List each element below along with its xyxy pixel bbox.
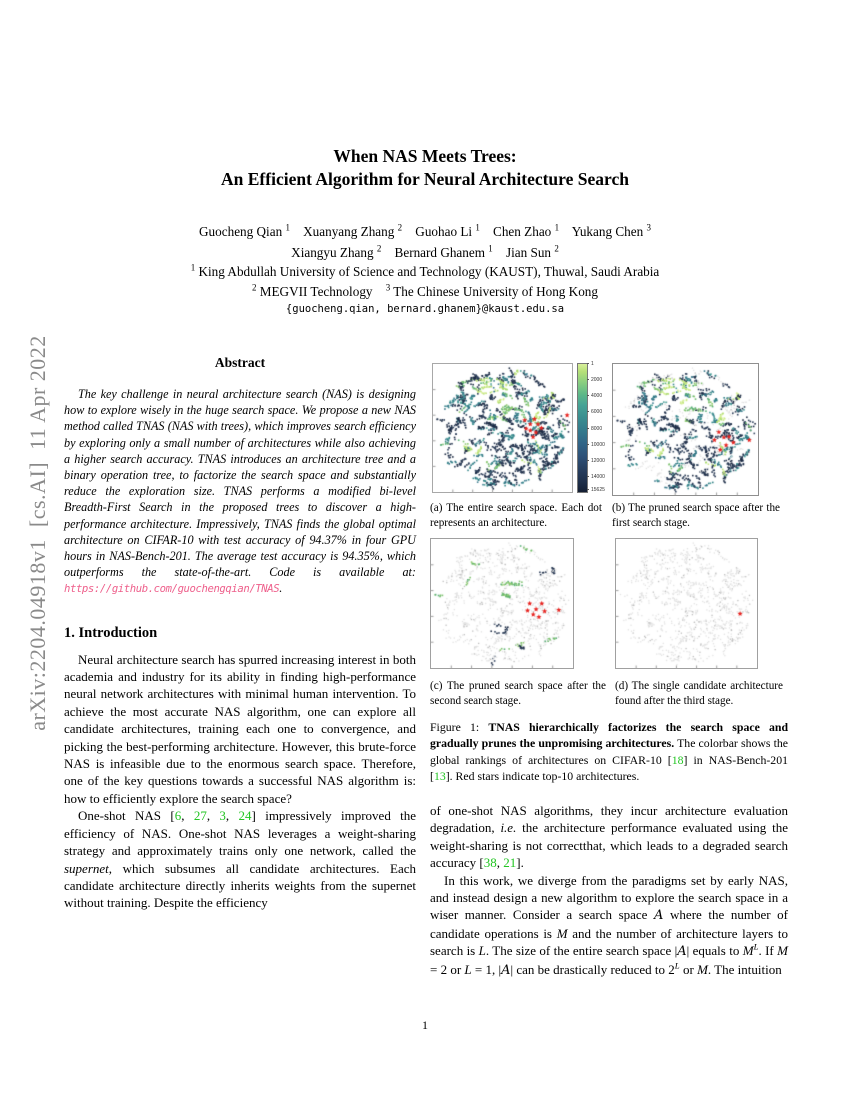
- section-heading-introduction: 1. Introduction: [64, 624, 158, 641]
- intro-paragraph-2: One-shot NAS [6, 27, 3, 24] impressively improved the efficiency of NAS. One-shot NAS leverages a weight-sharing strategy and approximately trains only one network, called the supernet, which subsumes all candidate architectures. Each candidate architecture directly inherits weights from the supernet without training. Despite the efficiency: [64, 808, 417, 911]
- subcaption-b: (b) The pruned search space after the first search stage.: [612, 502, 780, 529]
- colorbar-tick-label: 6000: [591, 409, 603, 416]
- colorbar-tick-label: 14000: [591, 473, 605, 480]
- affiliation-line-1: $^1$ King Abdullah University of Science and Technology (KAUST), Thuwal, Saudi Arabia: [190, 262, 660, 279]
- title-line-2: An Efficient Algorithm for Neural Architecture Search: [221, 169, 629, 189]
- code-link[interactable]: https://github.com/guochengqian/TNAS: [64, 583, 280, 596]
- authors-line-2: Xiangyu Zhang $^2$ Bernard Ghanem $^1$ Jian Sun $^2$: [291, 243, 559, 260]
- abstract-heading: Abstract: [214, 355, 266, 370]
- intro-paragraph-1: Neural architecture search has spurred increasing interest in both academia and industry for its ability in finding high-performance neural network architectures with minimal human intervention. To achieve the most accurate NAS algorithm, one can explore all candidate architectures, training each one to convergence, and picking the best-performing architecture. However, this brute-force NAS is infeasible due to the enormous search space. Therefore, one of the key questions towards a successful NAS algorithm is: how to efficiently explore the search space?: [64, 651, 416, 806]
- authors-block: [75, 221, 775, 263]
- subcaption-a: (a) The entire search space. Each dot represents an architecture.: [430, 502, 602, 529]
- subcaption-c: (c) The pruned search space after the second search stage.: [430, 680, 606, 707]
- page-number: 1: [422, 1018, 428, 1032]
- title-line-1: When NAS Meets Trees:: [333, 146, 517, 166]
- left-column: [64, 355, 416, 912]
- colorbar-tick-label: 4000: [591, 393, 603, 400]
- figure-1: [430, 360, 788, 802]
- subcaption-d: (d) The single candidate architecture found after the third stage.: [615, 680, 783, 707]
- authors-line-1: Guocheng Qian $^1$ Xuanyang Zhang $^2$ Guohao Li $^1$ Chen Zhao $^1$ Yukang Chen $^3$: [199, 222, 651, 239]
- tsne-plot-b: [612, 363, 759, 496]
- tsne-plot-a: [432, 363, 573, 493]
- affiliations-block: [75, 262, 775, 302]
- tsne-plot-d: [615, 538, 758, 669]
- contact-email: {guocheng.qian, bernard.ghanem}@kaust.edu.sa: [285, 303, 565, 315]
- colorbar-tick-label: 10000: [591, 441, 605, 448]
- figure-1-caption: Figure 1: TNAS hierarchically factorizes the search space and gradually prunes the unpromising architectures. The colorbar shows the global rankings of architectures on CIFAR-10 [18] in NAS-Bench-201 [13]. Red stars indicate top-10 architectures.: [430, 720, 789, 784]
- right-paragraph-1: of one-shot NAS algorithms, they incur architecture evaluation degradation, i.e. the architecture performance evaluated using the weight-sharing is not correctthat, which leads to a degraded search accuracy [38, 21].: [430, 803, 788, 871]
- paper-title: [75, 145, 775, 191]
- affiliation-line-2: $^2$ MEGVII Technology $^3$ The Chinese University of Hong Kong: [251, 282, 598, 299]
- arxiv-watermark: arXiv:2204.04918v1 [cs.AI] 11 Apr 2022: [25, 335, 50, 731]
- colorbar-tick-label: 8000: [591, 425, 603, 432]
- colorbar: [577, 363, 611, 493]
- colorbar-tick-label: 15625: [591, 487, 605, 493]
- abstract-text: The key challenge in neural architecture search (NAS) is designing how to explore wisely in the huge search space. We propose a new NAS method called TNAS (NAS with trees), which improves search efficiency by exploring only a small number of architectures while also achieving a higher search accuracy. TNAS introduces an architecture tree and a binary operation tree, to factorize the search space and substantially reduce the exploration size. TNAS performs a modified bi-level Breadth-First Search in the proposed trees to discover a high-performance architecture. Impressively, TNAS finds the global optimal architecture on CIFAR-10 with test accuracy of 94.37% in four GPU hours in NAS-Bench-201. The average test accuracy is 94.35%, which outperforms the state-of-the-art. Code is available at: https://github.com/guochengqian/TNAS.: [64, 387, 416, 596]
- colorbar-tick-label: 12000: [591, 457, 605, 464]
- right-paragraph-2: In this work, we diverge from the paradigms set by early NAS, and instead design a new algorithm to explore the search space in a wiser manner. Consider a search space A where the number of candidate operations is M and the number of architecture layers to search is L. The size of the entire search space |A| equals to $M^L$. If M = 2 or L = 1, |A| can be drastically reduced to $2^L$ or M. The intuition: [430, 872, 789, 978]
- colorbar-tick-label: 2000: [591, 377, 603, 384]
- right-column: [430, 802, 788, 979]
- colorbar-tick-label: 1: [591, 361, 594, 368]
- tsne-plot-c: [430, 538, 574, 669]
